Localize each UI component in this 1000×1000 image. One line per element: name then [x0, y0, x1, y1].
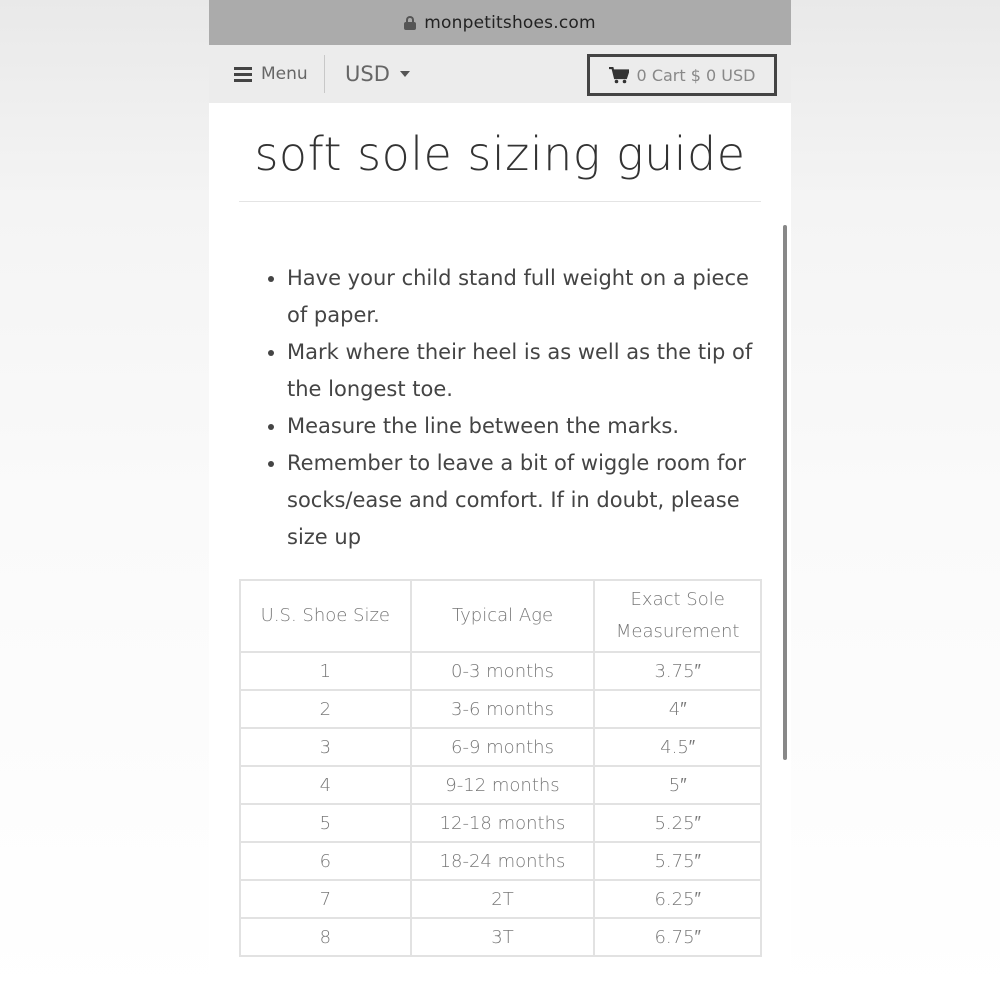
currency-label: USD [345, 62, 390, 86]
phone-screen [209, 0, 791, 1000]
shoe-size-cell: 6 [240, 842, 411, 880]
measurement-cell: 6.25″ [594, 880, 761, 918]
shoe-size-cell: 7 [240, 880, 411, 918]
table-row [240, 766, 761, 804]
instructions-list [257, 260, 767, 556]
nav-divider [324, 55, 325, 93]
measurement-cell: 6.75″ [594, 918, 761, 956]
cart-icon [609, 67, 629, 84]
page-title: soft sole sizing guide [254, 127, 746, 181]
age-cell: 12-18 months [411, 804, 595, 842]
shoe-size-cell: 1 [240, 652, 411, 690]
measurement-cell: 3.75″ [594, 652, 761, 690]
age-cell: 3-6 months [411, 690, 595, 728]
age-cell: 9-12 months [411, 766, 595, 804]
instruction-item: • Remember to leave a bit of wiggle room for socks/ease and comfort. If in doubt, please size up [287, 445, 767, 556]
measurement-cell: 5.25″ [594, 804, 761, 842]
table-row [240, 880, 761, 918]
age-cell: 6-9 months [411, 728, 595, 766]
column-header: Exact Sole Measurement [594, 580, 761, 652]
cart-button[interactable] [587, 54, 777, 96]
instruction-item: • Mark where their heel is as well as the tip of the longest toe. [287, 334, 767, 408]
title-divider [239, 201, 761, 202]
menu-label: Menu [261, 64, 308, 84]
table-row [240, 918, 761, 956]
currency-selector[interactable] [345, 45, 410, 103]
instruction-item: • Measure the line between the marks. [287, 408, 767, 445]
age-cell: 2T [411, 880, 595, 918]
shoe-size-cell: 5 [240, 804, 411, 842]
size-table [239, 579, 762, 957]
column-header: U.S. Shoe Size [240, 580, 411, 652]
column-header: Typical Age [411, 580, 595, 652]
age-cell: 18-24 months [411, 842, 595, 880]
shoe-size-cell: 2 [240, 690, 411, 728]
table-row [240, 804, 761, 842]
age-cell: 0-3 months [411, 652, 595, 690]
shoe-size-cell: 8 [240, 918, 411, 956]
measurement-cell: 5″ [594, 766, 761, 804]
cart-label: 0 Cart $ 0 USD [636, 65, 756, 85]
hamburger-icon [234, 67, 252, 81]
table-header-row [240, 580, 761, 652]
menu-button[interactable] [234, 45, 308, 103]
table-row [240, 690, 761, 728]
measurement-cell: 4.5″ [594, 728, 761, 766]
lock-icon [404, 16, 416, 30]
shoe-size-cell: 4 [240, 766, 411, 804]
address-bar[interactable] [209, 0, 791, 45]
shoe-size-cell: 3 [240, 728, 411, 766]
table-row [240, 652, 761, 690]
measurement-cell: 4″ [594, 690, 761, 728]
table-row [240, 728, 761, 766]
age-cell: 3T [411, 918, 595, 956]
instruction-item: • Have your child stand full weight on a piece of paper. [287, 260, 767, 334]
url-text: monpetitshoes.com [424, 12, 596, 33]
caret-down-icon [400, 71, 410, 77]
measurement-cell: 5.75″ [594, 842, 761, 880]
scrollbar[interactable] [783, 225, 787, 760]
site-header [209, 45, 791, 103]
table-row [240, 842, 761, 880]
